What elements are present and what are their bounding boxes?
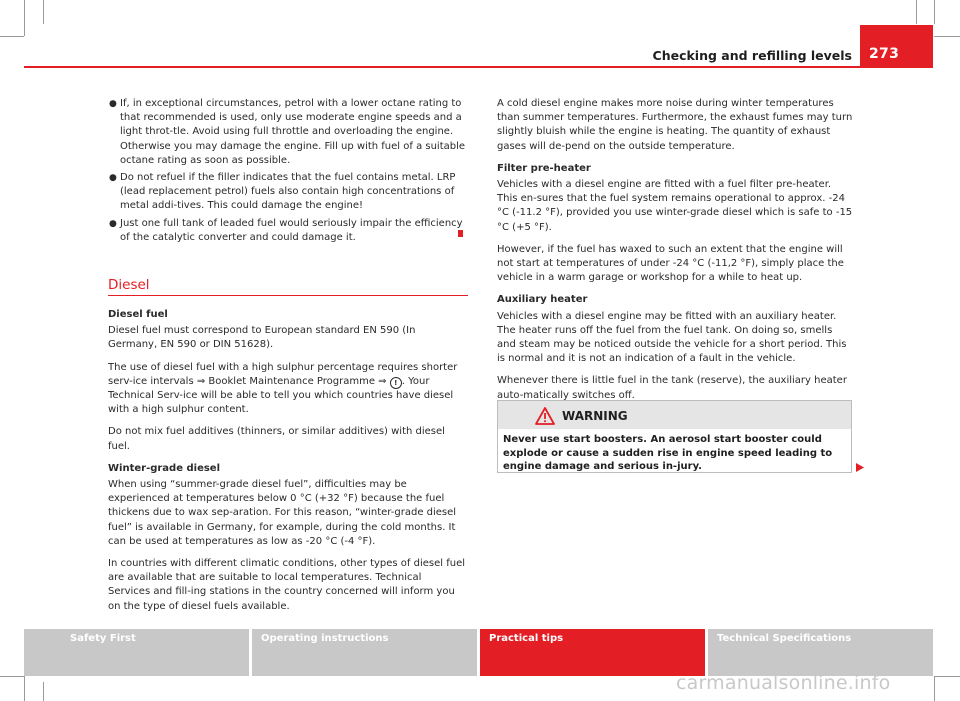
- crop-mark: [934, 36, 960, 37]
- right-column: [497, 97, 853, 411]
- crop-mark: [0, 676, 24, 677]
- left-column: [108, 97, 466, 248]
- crop-mark: [43, 682, 44, 701]
- paragraph-text: . Your Technical Serv-ice will be able to tell you which countries have diesel with a high sulphur content.: [108, 375, 454, 416]
- subheading-auxiliary-heater: Auxiliary heater: [497, 294, 588, 306]
- section-rule: [108, 295, 468, 296]
- section-title: Diesel: [108, 277, 150, 293]
- subheading-diesel-fuel: Diesel fuel: [108, 309, 168, 320]
- crop-mark: [24, 676, 25, 701]
- warning-title: WARNING: [562, 409, 628, 423]
- tab-practical-tips[interactable]: Practical tips: [480, 629, 705, 676]
- crop-mark: [934, 0, 935, 24]
- running-header-title: Checking and refilling levels: [652, 48, 852, 63]
- paragraph: In countries with different climatic conditions, other types of diesel fuel are available that are suitable to local temperatures. Technical Services and fill-ing stations in the country concerned will inform you on the type of diesel fuels available.: [108, 558, 466, 612]
- paragraph: When using “summer-grade diesel fuel”, difficulties may be experienced at temperatures below 0 °C (+32 °F) because the fuel thickens due to wax sep-aration. For this reason, “winter-grade diesel fuel” is available in Germany, for example, during the cold months. It can be used at temperatures as low as -20 °C (-4 °F).: [108, 479, 457, 547]
- footer-navigation: [24, 629, 934, 676]
- caution-reference-icon[interactable]: !: [390, 377, 402, 389]
- warning-box: [497, 400, 852, 473]
- continue-arrow-icon: [856, 463, 864, 472]
- bullet-icon: ●: [109, 99, 117, 109]
- crop-mark: [934, 676, 960, 677]
- crop-mark: [0, 36, 24, 37]
- list-item: [108, 217, 466, 245]
- paragraph: A cold diesel engine makes more noise during winter temperatures than summer temperatures. Furthermore, the exhaust fumes may turn slightly bluish while the engine is heating. The quantity of exhaust gases will de-pend on the outside temperature.: [497, 98, 853, 152]
- paragraph: Vehicles with a diesel engine are fitted with a fuel filter pre-heater. This en-sures that the fuel system remains operational to approx. -24 °C (-11.2 °F), provided you use winter-grade diesel which is safe to -15 °C (+5 °F).: [497, 179, 853, 233]
- paragraph: Whenever there is little fuel in the tank (reserve), the auxiliary heater auto-matically switches off.: [497, 375, 847, 401]
- warning-header: [498, 401, 851, 429]
- list-item: [108, 171, 466, 214]
- bullet-icon: ●: [109, 173, 117, 184]
- bullet-text: If, in exceptional circumstances, petrol with a lower octane rating to that recommended is used, only use moderate engine speeds and a light throt-tle. Avoid using full throttle and overloading the engine. Otherwise you may damage the engine. Fill up with fuel of a suitable octane rating as soon as possible.: [120, 98, 466, 166]
- crop-mark: [24, 0, 25, 36]
- tab-safety-first[interactable]: Safety First: [24, 629, 249, 676]
- subheading-winter-diesel: Winter-grade diesel: [108, 462, 221, 474]
- crop-mark: [916, 0, 917, 24]
- warning-triangle-icon: [535, 407, 555, 425]
- crop-mark: [934, 676, 935, 701]
- page-number: 273: [860, 25, 933, 68]
- subheading-filter-pre-heater: Filter pre-heater: [497, 162, 591, 174]
- bullet-text: Do not refuel if the filler indicates that the fuel contains metal. LRP (lead replacement petrol) fuels also contain high concentrations of metal addi-tives. This could damage the engine!: [120, 172, 456, 212]
- header-rule: [24, 66, 933, 68]
- paragraph: Do not mix fuel additives (thinners, or similar additives) with diesel fuel.: [108, 426, 445, 452]
- diesel-section: [108, 308, 466, 622]
- paragraph: Vehicles with a diesel engine may be fitted with an auxiliary heater. The heater runs off the fuel from the fuel tank. On doing so, smells and steam may be noticed outside the vehicle for a short period. This is normal and it is not an indication of a fault in the vehicle.: [497, 310, 847, 365]
- list-item: [108, 97, 466, 168]
- crop-mark: [43, 0, 44, 24]
- tab-operating-instructions[interactable]: Operating instructions: [252, 629, 477, 676]
- bullet-text: Just one full tank of leaded fuel would seriously impair the efficiency of the catalytic converter and could damage it.: [120, 217, 463, 243]
- watermark: carmanualsonline.info: [676, 672, 891, 694]
- paragraph: Diesel fuel must correspond to European standard EN 590 (In Germany, EN 590 or DIN 51628).: [108, 325, 416, 351]
- paragraph: However, if the fuel has waxed to such an extent that the engine will not start at temperatures of under -24 °C (-11,2 °F), simply place the vehicle in a warm garage or workshop for a while to heat up.: [497, 243, 844, 284]
- warning-text: Never use start boosters. An aerosol start booster could explode or cause a sudden rise in engine speed leading to engine damage and serious in-jury.: [503, 434, 833, 472]
- bullet-icon: ●: [109, 218, 117, 229]
- tab-technical-specifications[interactable]: Technical Specifications: [708, 629, 933, 676]
- paragraph-text: The use of diesel fuel with a high sulphur percentage requires shorter serv-ice intervals ⇒ Booklet Maintenance Programme ⇒: [108, 361, 458, 387]
- section-end-marker: [458, 230, 463, 237]
- paragraph: [108, 361, 466, 418]
